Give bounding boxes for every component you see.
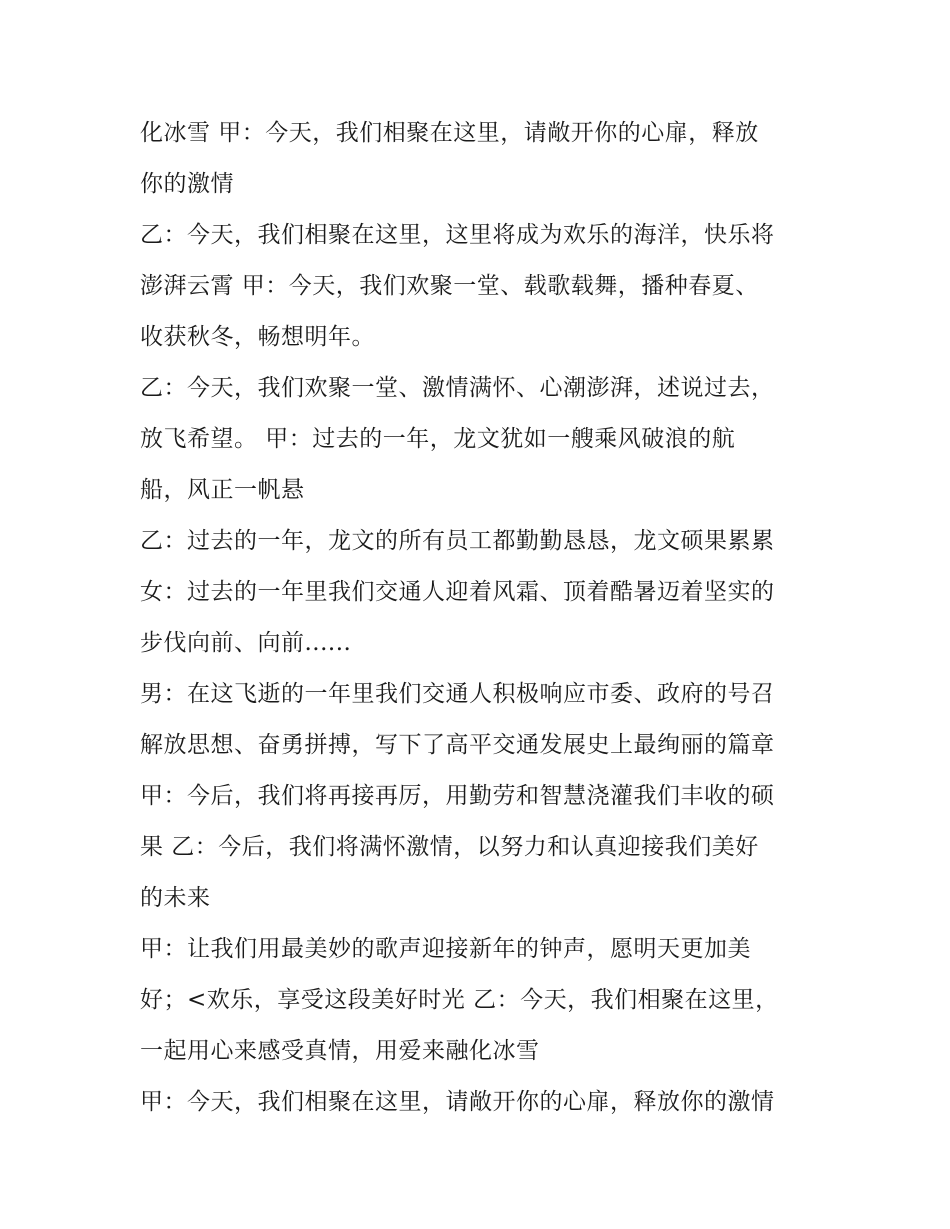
text-line: 乙：今天，我们欢聚一堂、激情满怀、心潮澎湃，述说过去， xyxy=(140,375,775,401)
text-line: 收获秋冬，畅想明年。 xyxy=(140,324,375,350)
document-body xyxy=(140,108,830,1128)
text-line: 女：过去的一年里我们交通人迎着风霜、顶着酷暑迈着坚实的 xyxy=(140,579,775,605)
text-line: 你的激情 xyxy=(140,171,234,197)
text-line: 澎湃云霄 甲：今天，我们欢聚一堂、载歌载舞，播种春夏、 xyxy=(140,273,759,299)
text-line: 果 乙：今后，我们将满怀激情，以努力和认真迎接我们美好 xyxy=(140,834,759,860)
text-line: 化冰雪 甲：今天，我们相聚在这里，请敞开你的心扉，释放 xyxy=(140,120,759,146)
text-line: 男：在这飞逝的一年里我们交通人积极响应市委、政府的号召 xyxy=(140,681,775,707)
text-line: 甲：让我们用最美妙的歌声迎接新年的钟声，愿明天更加美 xyxy=(140,936,751,962)
text-line: 步伐向前、向前...... xyxy=(140,630,352,656)
text-line: 甲：今天，我们相聚在这里，请敞开你的心扉，释放你的激情 xyxy=(140,1089,775,1115)
text-line: 乙：过去的一年，龙文的所有员工都勤勤恳恳，龙文硕果累累 xyxy=(140,528,775,554)
text-line: 甲：今后，我们将再接再厉，用勤劳和智慧浇灌我们丰收的硕 xyxy=(140,783,775,809)
text-line: 的未来 xyxy=(140,885,211,911)
text-line: 乙：今天，我们相聚在这里，这里将成为欢乐的海洋，快乐将 xyxy=(140,222,775,248)
text-line: 好；<欢乐，享受这段美好时光 乙：今天，我们相聚在这里， xyxy=(140,987,779,1013)
text-line: 放飞希望。 甲：过去的一年，龙文犹如一艘乘风破浪的航 xyxy=(140,426,736,452)
text-line: 一起用心来感受真情，用爱来融化冰雪 xyxy=(140,1038,540,1064)
text-line: 船，风正一帆悬 xyxy=(140,477,305,503)
text-line: 解放思想、奋勇拼搏，写下了高平交通发展史上最绚丽的篇章 xyxy=(140,732,775,758)
